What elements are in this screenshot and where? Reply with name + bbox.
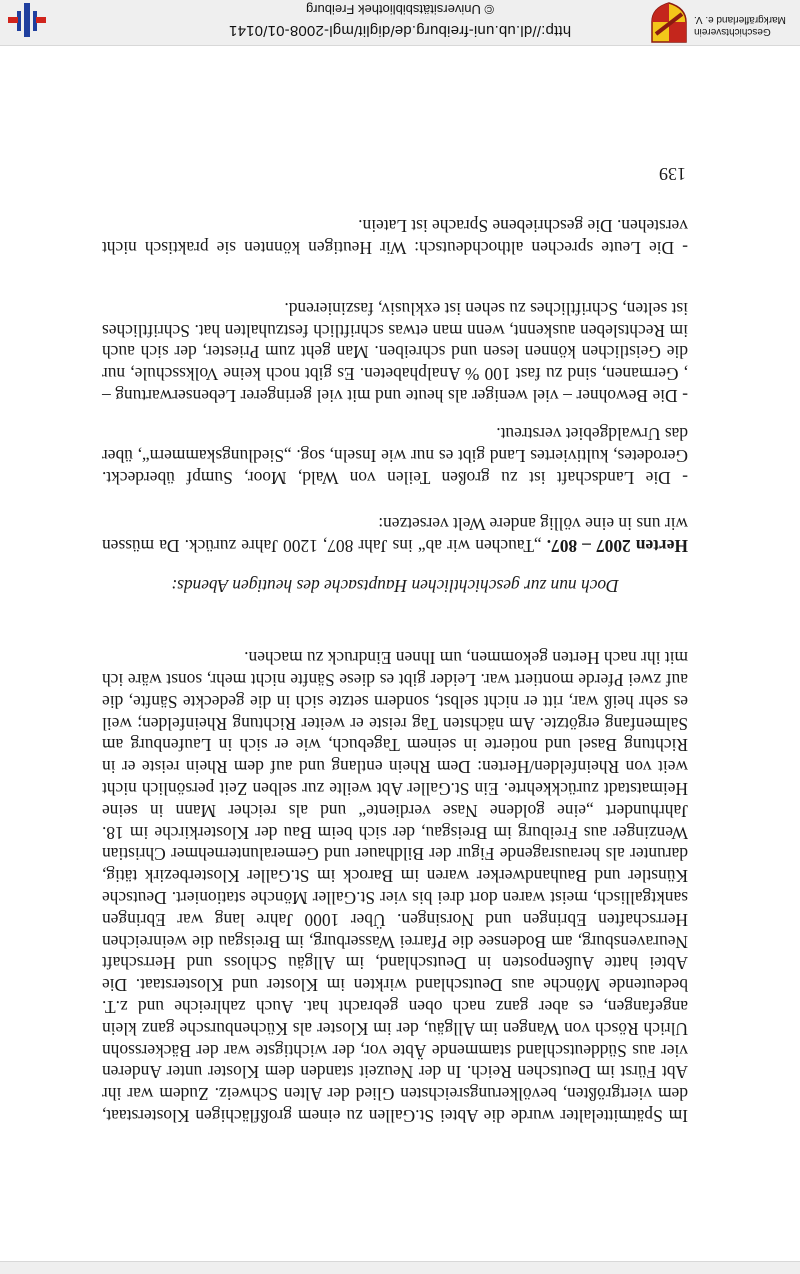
copyright-text: © Universitätsbibliothek Freiburg xyxy=(305,2,495,17)
herten-heading: Herten 2007 – 807. xyxy=(546,536,688,556)
bullet-landscape: - Die Landschaft ist zu großen Teilen von Wald, Moor, Sumpf überdeckt. Gerodetes, kultiviertes Land gibt es nur wie Inseln, sog. „Siedlungskammern“, über das Urwaldgebiet verstreut. xyxy=(102,424,688,488)
society-logo xyxy=(646,0,796,44)
university-library-logo-icon xyxy=(6,0,48,41)
markgraeflerland-shield-icon xyxy=(650,2,688,44)
bullet-language: - Die Leute sprechen althochdeutsch: Wir Heutigen könnten sie praktisch nicht verstehen. Die geschriebene Sprache ist Latein. xyxy=(102,216,688,258)
paragraph-intro: Im Spätmittelalter wurde die Abtei St.Gallen zu einem großflächigen Klosterstaat, dem viertgrößten, bevölkerungsreichsten Glied der Alten Schweiz. Zudem war ihr Abt Fürst im Deutschen Reich. In der Neuzeit standen dem Kloster unter Anderen vier aus Süddeutschland stammende Äbte vor, der wichtigste war der Bäckerssohn Ulrich Rösch von Wangen im Allgäu, der im Kloster als Küchenbursche ganz klein angefangen, es aber ganz nach oben gebracht hat. Auch zahlreiche und z.T. bedeutende Mönche aus Deutschland wirkten im Kloster und Klosterstaat. Die Abtei hatte Außenposten in Deutschland, im Allgäu Schloss und Herrschaft Neuravensburg, am Bodensee die Pfarrei Wasserburg, im Breisgau die weinreichen Herrschaften Ebringen und Norsingen. Über 1000 Jahre lang war Ebringen sanktgallisch, meist waren dort drei bis vier St.Galler Mönche stationiert. Deutsche Künstler und Bauhandwerker waren im Barock im St.Galler Klosterbezirk tätig, darunter als herausragende Figur der Bildhauer und Gemeralunternehmer Christian Wenzinger aus Freiburg im Breisgau, der sich beim Bau der Klosterkirche im 18. Jahrhundert „eine goldene Nase verdiente“ und als reicher Mann in seine Heimatstadt zurückkehrte. Ein St.Galler Abt weilte zur selben Zeit persönlich nicht weit von Rheinfelden/Herten: Dem Rhein entlang und auf dem Rhein reiste er in Richtung Basel und notierte in seinem Tagebuch, wie er sich in Laufenburg am Salmenfang ergötzte. Am nächsten Tag reiste er weiter Richtung Rheinfelden; weil es sehr heiß war, ritt er nicht selbst, sondern setzte sich in die gedeckte Sänfte, die auf zwei Pferde montiert war. Leider gibt es diese Sänfte nicht mehr, sonst wäre ich mit ihr nach Herten gekommen, um Ihnen Eindruck zu machen. xyxy=(102,648,688,1126)
herten-text: „Tauchen wir ab“ ins Jahr 807, 1200 Jahre zurück. Da müssen wir uns in eine völlig andere Welt versetzen: xyxy=(102,514,688,556)
previous-page-footer-strip xyxy=(0,1261,800,1274)
page-number: 139 xyxy=(659,164,686,184)
page-footer-bar xyxy=(0,0,800,46)
society-name: Geschichtsverein Markgräflerland e. V. xyxy=(694,14,786,37)
source-url[interactable]: http://dl.ub.uni-freiburg.de/diglit/mgl-2008-01/0141 xyxy=(228,22,572,39)
paragraph-transition: Doch nun zur geschichtlichen Hauptsache des heutigen Abends: xyxy=(171,576,619,596)
paragraph-herten xyxy=(102,512,688,556)
bullet-inhabitants: - Die Bewohner – viel weniger als heute und mit viel geringerer Lebenserwartung – , Germanen, sind zu fast 100 % Analphabeten. Es gibt noch keine Volksschule, nur die Geistlichen können lesen und schreiben. Man geht zum Priester, der sich auch im Rechtsleben auskennt, wenn man etwas schriftlich festzuhalten hat. Schriftliches ist selten, Schriftliches zu sehen ist exklusiv, faszinierend. xyxy=(102,298,688,406)
